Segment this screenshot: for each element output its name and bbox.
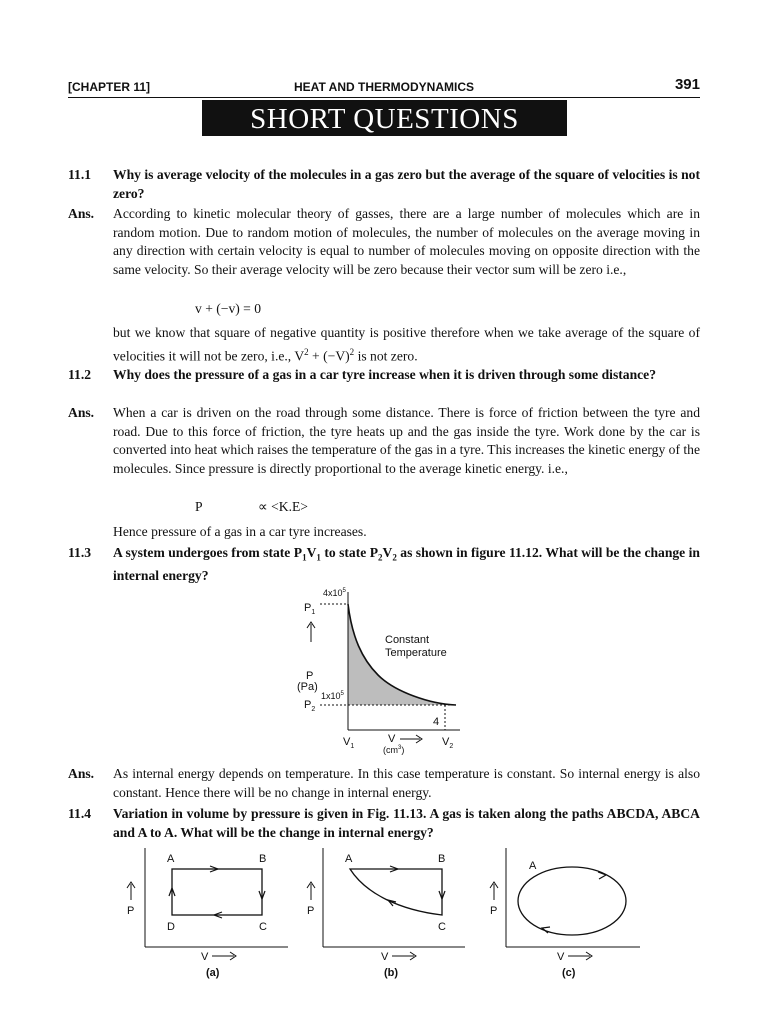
- page-header: [68, 76, 700, 96]
- caption-b: (b): [384, 967, 399, 979]
- x-axis-label: V: [201, 951, 209, 963]
- question-number: 11.3: [68, 545, 92, 560]
- answer-11-3: [68, 765, 700, 802]
- answer-11-1: [68, 205, 700, 279]
- y-axis-label: P: [307, 905, 315, 917]
- point-a: A: [167, 853, 175, 865]
- question-11-1: [68, 166, 700, 203]
- caption-c: (c): [562, 967, 576, 979]
- point-b: B: [438, 853, 446, 865]
- x-axis-label: V: [381, 951, 389, 963]
- answer-text: As internal energy depends on temperature. In this case temperature is constant. So internal energy is also constant. Hence there will be no change in internal energy.: [113, 766, 700, 800]
- question-11-4: [68, 805, 700, 842]
- cycle-ellipse: [518, 867, 626, 935]
- answer-label: Ans.: [68, 405, 95, 420]
- answer-text: When a car is driven on the road through some distance. There is force of friction between the tyre and road. Due to this force of friction, the tyre heats up and the gas inside the tyre. Work done by the car is converted into heat which raises the temperature of the gas in a tyre. This increases the kinetic energy of the molecules. Since pressure is directly proportional to the average kinetic energy. i.e.,: [113, 405, 700, 476]
- top-tick-label: $4x10^5$: [323, 588, 346, 598]
- panel-b: [307, 848, 465, 979]
- p2-label: $P_2$: [304, 699, 316, 713]
- point-c: C: [438, 921, 446, 933]
- p1-label: $P_1$: [304, 602, 316, 616]
- caption-a: (a): [206, 967, 220, 979]
- y-axis-unit: (Pa): [297, 681, 318, 693]
- cycle-path: [350, 869, 442, 915]
- answer-text: According to kinetic molecular theory of gasses, there are a large number of molecules which are in random motion. Due to random motion of molecules, the number of molecules on the average moving in any direction with certain velocity is equal to number of molecules moving on opposite direction with the same velocity. So their average velocity will be zero because their vector sum will be zero i.e.,: [113, 206, 700, 277]
- question-number: 11.1: [68, 167, 92, 182]
- y-axis-label: P: [490, 905, 498, 917]
- header-rule: [68, 97, 700, 98]
- x-axis-unit: $(cm^3)$: [383, 745, 405, 755]
- cycle-rectangle: [172, 869, 262, 915]
- curve-label-line1: Constant: [385, 634, 430, 646]
- x-axis-label: V: [557, 951, 565, 963]
- point-a: A: [529, 860, 537, 872]
- figure-isotherm: [290, 582, 480, 760]
- question-text: Variation in volume by pressure is given in Fig. 11.13. A gas is taken along the paths ABCDA, ABCA and A to A. What will be the change in internal energy?: [113, 806, 700, 840]
- answer-label: Ans.: [68, 206, 95, 221]
- v1-label: $V_1$: [343, 736, 355, 750]
- answer-11-2: [68, 404, 700, 478]
- question-text: Why is average velocity of the molecules in a gas zero but the average of the square of velocities is not zero?: [113, 167, 700, 201]
- y-axis-label: P: [127, 905, 135, 917]
- figure-pv-cycles: [110, 842, 670, 992]
- point-d: D: [167, 921, 175, 933]
- arrow-right-icon: [598, 872, 606, 879]
- point-a: A: [345, 853, 353, 865]
- answer-text-continued: Hence pressure of a gas in a car tyre increases.: [113, 524, 367, 539]
- page-number: 391: [674, 76, 700, 93]
- panel-c: [490, 848, 640, 979]
- chapter-title: HEAT AND THERMODYNAMICS: [294, 80, 474, 94]
- y-axis-label: P: [306, 670, 314, 682]
- panel-a: [127, 848, 288, 979]
- answer-text-continued: but we know that square of negative quantity is positive therefore when we take average of the square of velocities it will not be zero, i.e., $V^2 + (-V)^2$ is not zero.: [113, 325, 700, 364]
- equation-pressure-left: P: [195, 499, 203, 514]
- equation-velocity-sum: v + (−v) = 0: [195, 301, 262, 316]
- point-c: C: [259, 921, 267, 933]
- question-number: 11.4: [68, 806, 92, 821]
- answer-label: Ans.: [68, 766, 95, 781]
- question-11-2: [68, 366, 700, 385]
- curve-label-line2: Temperature: [385, 647, 447, 659]
- question-11-3: [68, 544, 700, 586]
- mid-tick-label: $1x10^5$: [321, 691, 344, 701]
- equation-pressure-right: ∝ <K.E>: [258, 499, 308, 514]
- question-text: Why does the pressure of a gas in a car tyre increase when it is driven through some distance?: [113, 367, 656, 382]
- point-b: B: [259, 853, 267, 865]
- question-text: A system undergoes from state $P_1V_1$ to state $P_2V_2$ as shown in figure 11.12. What will be the change in internal energy?: [113, 545, 700, 584]
- x-axis-label: V: [388, 733, 396, 745]
- v2-label: $V_2$: [442, 736, 454, 750]
- chapter-label: [CHAPTER 11]: [68, 80, 151, 94]
- section-banner: SHORT QUESTIONS: [202, 100, 567, 136]
- tick-four: 4: [433, 716, 440, 728]
- answer-11-1-continued: [68, 324, 700, 366]
- answer-11-2-continued: [68, 523, 700, 542]
- question-number: 11.2: [68, 367, 92, 382]
